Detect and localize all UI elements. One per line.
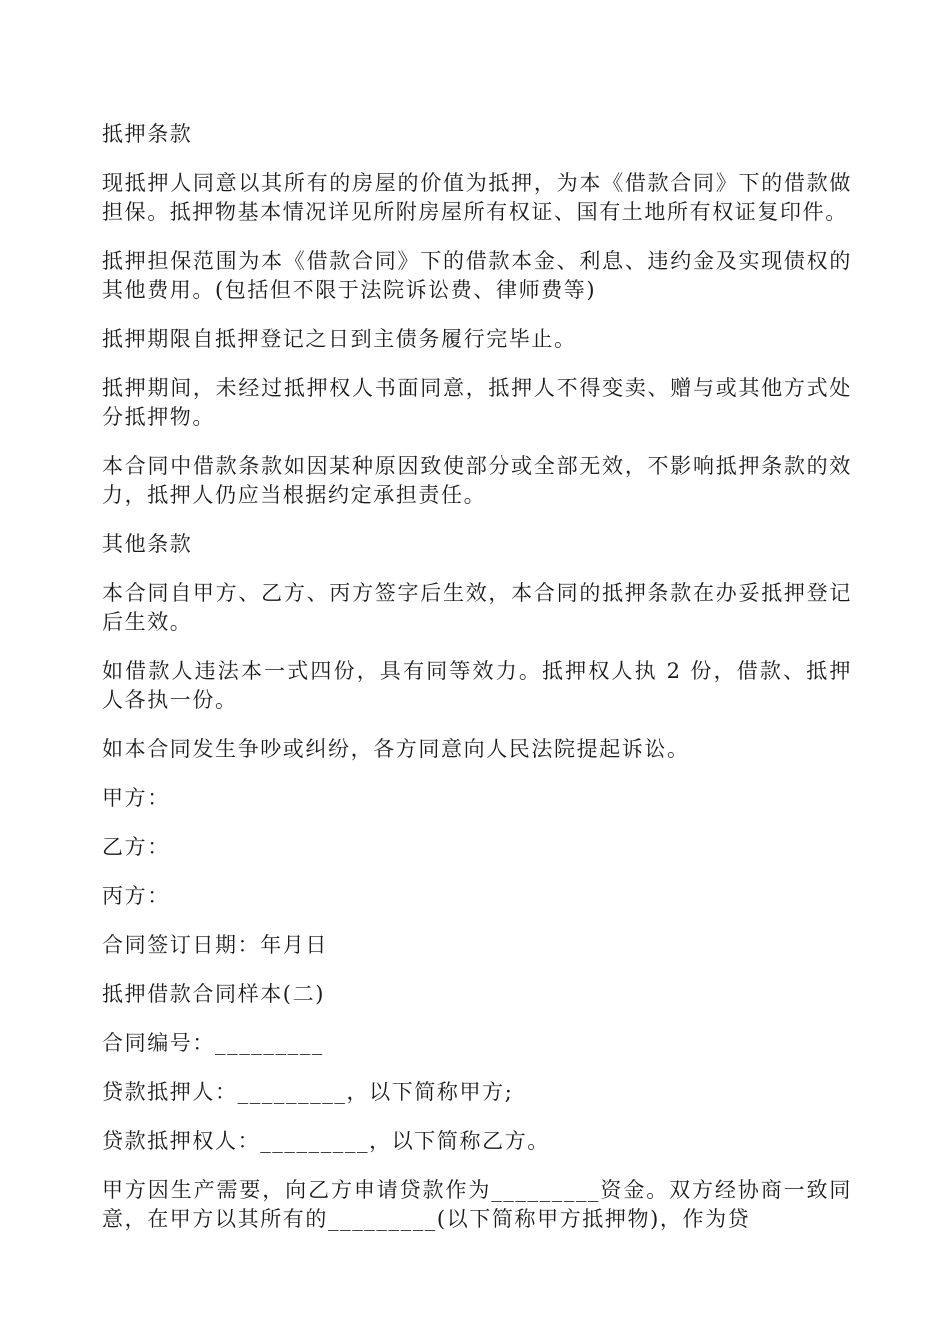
party-c-label: 丙方： [102, 884, 170, 908]
party-b-label: 乙方： [102, 835, 170, 859]
section-heading-mortgage-terms: 抵押条款 [102, 122, 193, 146]
paragraph-dispute: 如本合同发生争吵或纠纷，各方同意向人民法院提起诉讼。 [102, 737, 690, 761]
paragraph-copies: 如借款人违法本一式四份，具有同等效力。抵押权人执 2 份，借款、抵押人各执一份。 [102, 659, 852, 712]
paragraph-mortgage-term: 抵押期限自抵押登记之日到主债务履行完毕止。 [102, 327, 577, 351]
paragraph-disposal-restriction: 抵押期间，未经过抵押权人书面同意，抵押人不得变卖、赠与或其他方式处分抵押物。 [102, 376, 852, 429]
section-heading-other-terms: 其他条款 [102, 532, 193, 556]
party-a-label: 甲方： [102, 786, 170, 810]
contract-number: 合同编号：_________ [102, 1031, 324, 1055]
document-page [102, 120, 852, 1254]
section-heading-sample-two: 抵押借款合同样本(二) [102, 982, 325, 1006]
paragraph-guarantee-scope: 抵押担保范围为本《借款合同》下的借款本金、利息、违约金及实现债权的其他费用。(包括但不限于法院诉讼费、律师费等) [102, 249, 852, 302]
paragraph-effective-date: 本合同自甲方、乙方、丙方签字后生效，本合同的抵押条款在办妥抵押登记后生效。 [102, 581, 852, 634]
mortgagee-line: 贷款抵押权人：_________，以下简称乙方。 [102, 1129, 550, 1153]
signing-date: 合同签订日期：年月日 [102, 933, 328, 957]
paragraph-mortgage-consent: 现抵押人同意以其所有的房屋的价值为抵押，为本《借款合同》下的借款做担保。抵押物基本情况详见所附房屋所有权证、国有土地所有权证复印件。 [102, 171, 852, 224]
paragraph-loan-purpose: 甲方因生产需要，向乙方申请贷款作为_________资金。双方经协商一致同意，在甲方以其所有的_________(以下简称甲方抵押物)，作为贷 [102, 1178, 852, 1231]
mortgagor-line: 贷款抵押人：_________，以下简称甲方; [102, 1080, 514, 1104]
paragraph-validity: 本合同中借款条款如因某种原因致使部分或全部无效，不影响抵押条款的效力，抵押人仍应当根据约定承担责任。 [102, 454, 852, 507]
